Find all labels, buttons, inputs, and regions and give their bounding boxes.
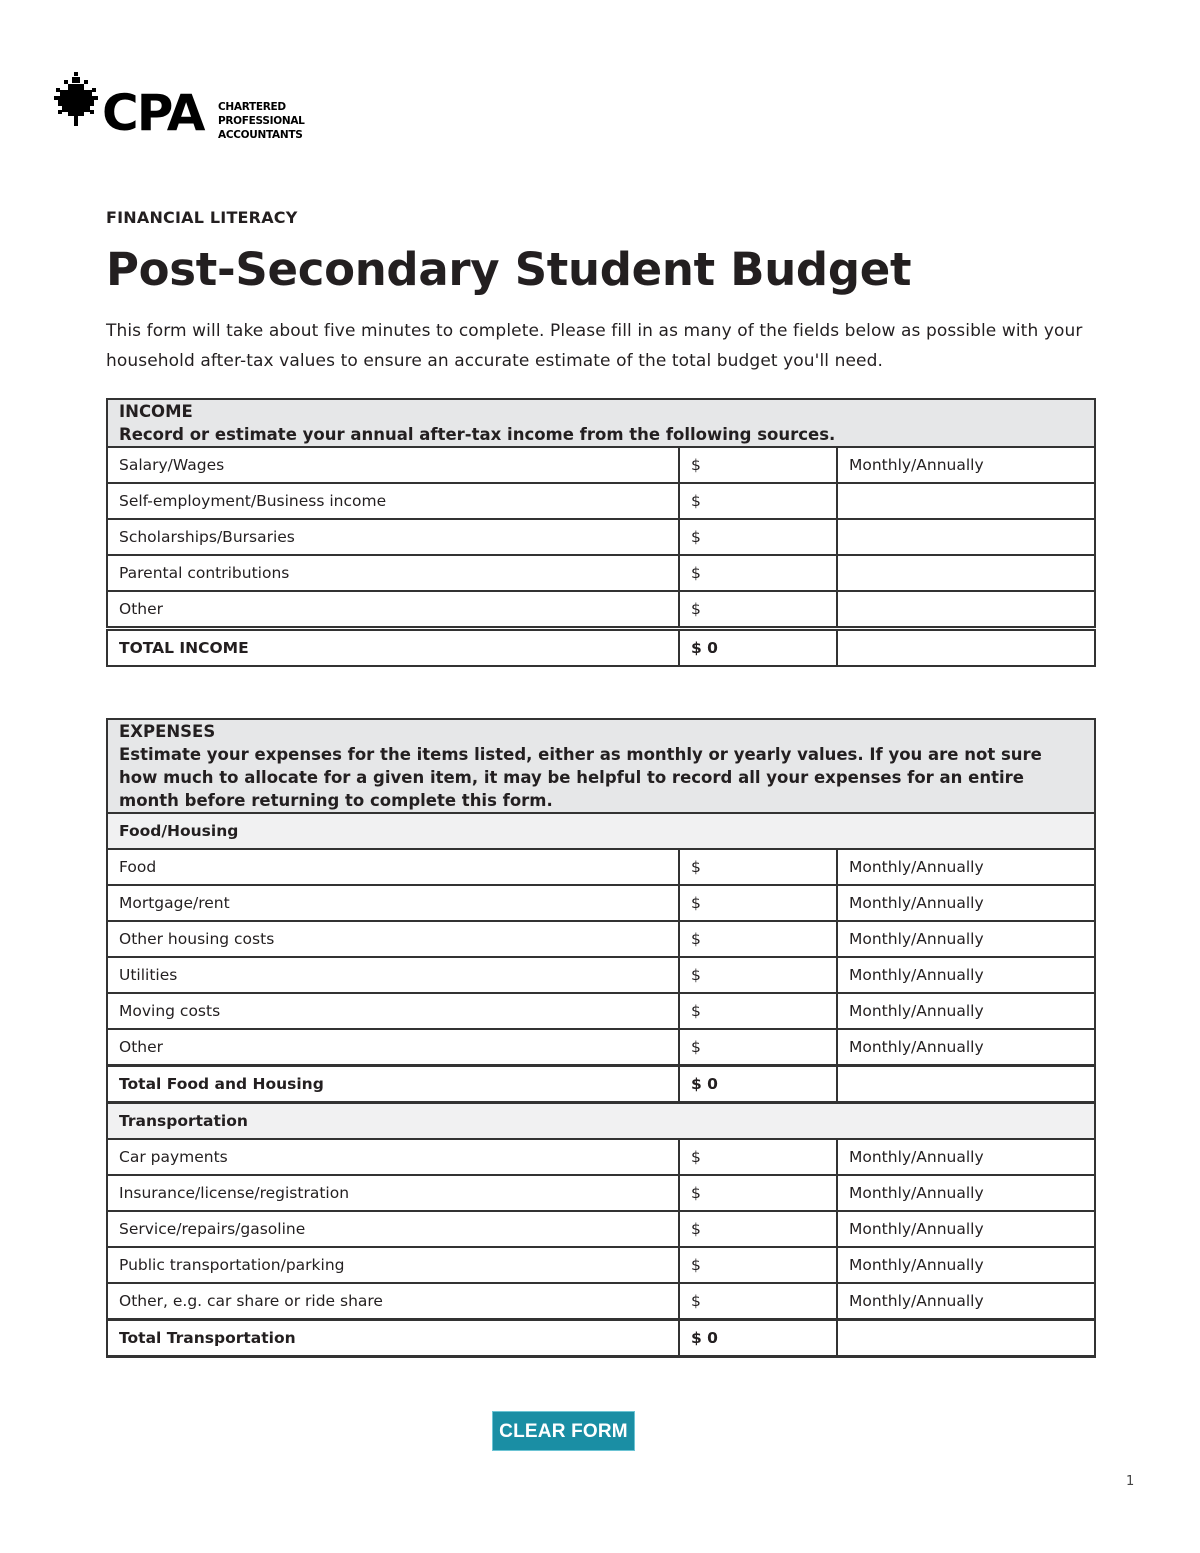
- frequency-select[interactable]: Monthly/Annually: [837, 849, 1095, 885]
- total-label: Total Transportation: [107, 1320, 679, 1357]
- row-label: Self-employment/Business income: [107, 483, 679, 519]
- table-row: [107, 1029, 1095, 1066]
- frequency-select[interactable]: Monthly/Annually: [837, 1175, 1095, 1211]
- table-row: [107, 555, 1095, 591]
- row-label: Public transportation/parking: [107, 1247, 679, 1283]
- row-label: Other, e.g. car share or ride share: [107, 1283, 679, 1320]
- amount-field[interactable]: $: [679, 921, 837, 957]
- amount-field[interactable]: $: [679, 591, 837, 629]
- expenses-description: Estimate your expenses for the items listed, either as monthly or yearly values. If you are not sure how much to allocate for a given item, it may be helpful to record all your expenses for an entire month before returning to complete this form.: [119, 745, 1042, 810]
- frequency-select[interactable]: Monthly/Annually: [837, 447, 1095, 483]
- frequency-select[interactable]: Monthly/Annually: [837, 885, 1095, 921]
- amount-field[interactable]: $: [679, 1211, 837, 1247]
- total-income-row: [107, 629, 1095, 667]
- amount-field[interactable]: $: [679, 993, 837, 1029]
- total-income-value: $ 0: [679, 629, 837, 667]
- frequency-cell: [837, 555, 1095, 591]
- table-row: [107, 1139, 1095, 1175]
- table-row: [107, 447, 1095, 483]
- income-header: [107, 399, 1095, 447]
- table-row: [107, 849, 1095, 885]
- amount-field[interactable]: $: [679, 1029, 837, 1066]
- amount-field[interactable]: $: [679, 1283, 837, 1320]
- table-row: [107, 921, 1095, 957]
- row-label: Other: [107, 1029, 679, 1066]
- table-row: [107, 1247, 1095, 1283]
- frequency-select[interactable]: Monthly/Annually: [837, 1029, 1095, 1066]
- frequency-select[interactable]: Monthly/Annually: [837, 1283, 1095, 1320]
- subsection-row: [107, 1103, 1095, 1140]
- amount-field[interactable]: $: [679, 483, 837, 519]
- wordmark-line: CHARTERED: [218, 101, 286, 113]
- intro-paragraph: This form will take about five minutes to complete. Please fill in as many of the fields below as possible with your household after-tax values to ensure an accurate estimate of the total budget you'll need.: [106, 321, 1083, 371]
- expenses-title: EXPENSES: [119, 722, 216, 741]
- frequency-select[interactable]: Monthly/Annually: [837, 993, 1095, 1029]
- wordmark-line: PROFESSIONAL: [218, 115, 305, 127]
- amount-field[interactable]: $: [679, 1175, 837, 1211]
- row-label: Moving costs: [107, 993, 679, 1029]
- frequency-select[interactable]: Monthly/Annually: [837, 1247, 1095, 1283]
- income-title: INCOME: [119, 402, 193, 421]
- frequency-cell: [837, 1320, 1095, 1357]
- row-label: Other housing costs: [107, 921, 679, 957]
- row-label: Service/repairs/gasoline: [107, 1211, 679, 1247]
- clear-form-button[interactable]: CLEAR FORM: [492, 1411, 635, 1451]
- frequency-cell: [837, 483, 1095, 519]
- frequency-cell: [837, 629, 1095, 667]
- row-label: Other: [107, 591, 679, 629]
- amount-field[interactable]: $: [679, 1139, 837, 1175]
- frequency-select[interactable]: Monthly/Annually: [837, 921, 1095, 957]
- cpa-logo: [54, 72, 324, 154]
- frequency-cell: [837, 591, 1095, 629]
- table-row: [107, 519, 1095, 555]
- total-food-housing-value: $ 0: [679, 1066, 837, 1103]
- row-label: Insurance/license/registration: [107, 1175, 679, 1211]
- table-row: [107, 885, 1095, 921]
- total-food-housing-row: [107, 1066, 1095, 1103]
- subsection-food-housing: Food/Housing: [107, 813, 1095, 849]
- total-label: TOTAL INCOME: [107, 629, 679, 667]
- row-label: Parental contributions: [107, 555, 679, 591]
- expenses-header-row: [107, 719, 1095, 813]
- frequency-select[interactable]: Monthly/Annually: [837, 1211, 1095, 1247]
- income-table: [106, 398, 1096, 667]
- subsection-transportation: Transportation: [107, 1103, 1095, 1140]
- table-row: [107, 591, 1095, 629]
- amount-field[interactable]: $: [679, 957, 837, 993]
- amount-field[interactable]: $: [679, 447, 837, 483]
- total-transportation-value: $ 0: [679, 1320, 837, 1357]
- amount-field[interactable]: $: [679, 555, 837, 591]
- amount-field[interactable]: $: [679, 519, 837, 555]
- cpa-wordmark: [218, 100, 305, 142]
- row-label: Mortgage/rent: [107, 885, 679, 921]
- row-label: Scholarships/Bursaries: [107, 519, 679, 555]
- amount-field[interactable]: $: [679, 849, 837, 885]
- income-description: Record or estimate your annual after-tax income from the following sources.: [119, 425, 836, 444]
- page-title: Post-Secondary Student Budget: [106, 243, 912, 296]
- frequency-cell: [837, 519, 1095, 555]
- row-label: Car payments: [107, 1139, 679, 1175]
- table-row: [107, 483, 1095, 519]
- row-label: Utilities: [107, 957, 679, 993]
- table-row: [107, 1211, 1095, 1247]
- page-number: 1: [1126, 1474, 1135, 1489]
- cpa-mark: CPA: [102, 84, 204, 142]
- frequency-select[interactable]: Monthly/Annually: [837, 1139, 1095, 1175]
- total-transportation-row: [107, 1320, 1095, 1357]
- section-kicker: FINANCIAL LITERACY: [106, 208, 298, 227]
- expenses-table: [106, 718, 1096, 1358]
- table-row: [107, 993, 1095, 1029]
- income-header-row: [107, 399, 1095, 447]
- table-row: [107, 957, 1095, 993]
- table-row: [107, 1283, 1095, 1320]
- table-row: [107, 1175, 1095, 1211]
- expenses-header: [107, 719, 1095, 813]
- amount-field[interactable]: $: [679, 1247, 837, 1283]
- frequency-select[interactable]: Monthly/Annually: [837, 957, 1095, 993]
- row-label: Food: [107, 849, 679, 885]
- total-label: Total Food and Housing: [107, 1066, 679, 1103]
- row-label: Salary/Wages: [107, 447, 679, 483]
- maple-leaf-icon: [54, 72, 100, 128]
- frequency-cell: [837, 1066, 1095, 1103]
- amount-field[interactable]: $: [679, 885, 837, 921]
- wordmark-line: ACCOUNTANTS: [218, 129, 303, 141]
- subsection-row: [107, 813, 1095, 849]
